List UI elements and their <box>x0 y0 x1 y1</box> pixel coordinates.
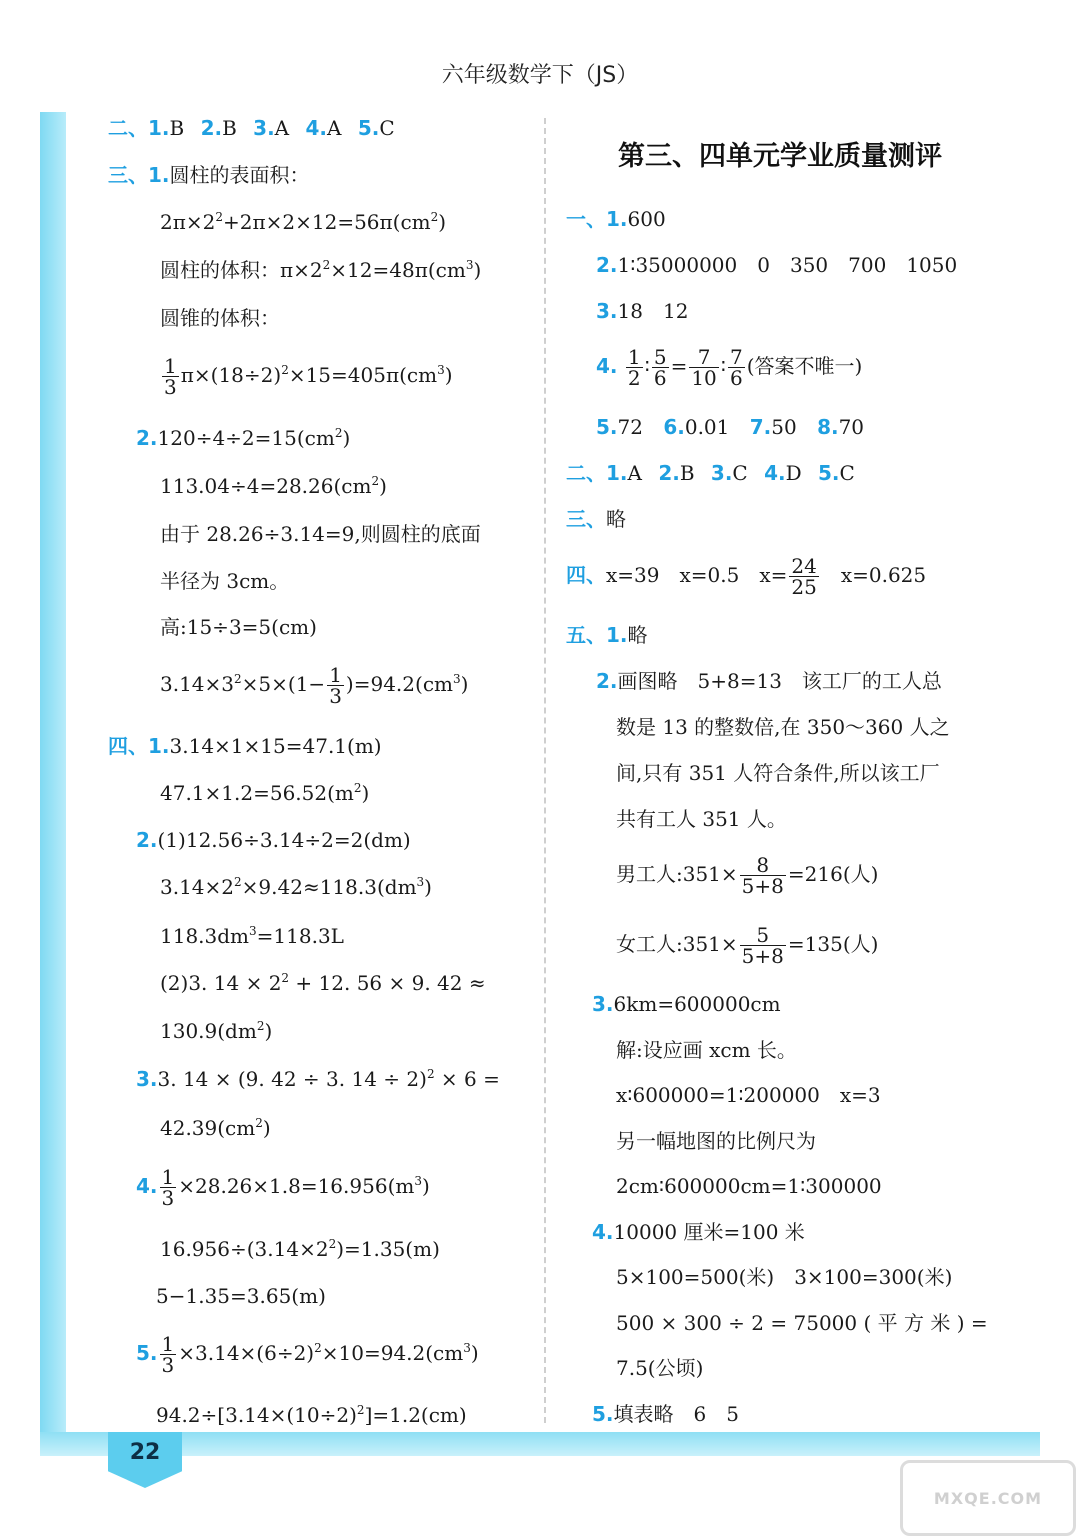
section-title: 第三、四单元学业质量测评 <box>618 141 942 172</box>
left-line-16: $3.14\times 2^2\times 9.42\approx 118.3(dm^3)$ <box>160 875 432 899</box>
left-line-23: $16.956\div(3.14\times 2^2)=1.35(m)$ <box>160 1237 440 1261</box>
bottom-decor-band <box>40 1432 1040 1456</box>
left-line-25: 5. $\frac{1}{3}$ $\times 3.14\times(6\div 2)^2\times 10=94.2(cm^3)$ <box>136 1332 479 1377</box>
column-divider <box>544 118 546 1423</box>
right-line-16: 3.6km=600000cm <box>592 992 781 1016</box>
watermark-logo <box>900 1460 1076 1536</box>
left-line-1: 二、1.B 2.B 3.A 4.A 5.C <box>108 116 395 140</box>
left-line-9: 由于 28.26÷3.14=9,则圆柱的底面 <box>160 522 481 546</box>
left-decor-band <box>40 112 66 1452</box>
right-line-1: 一、1.600 <box>566 207 666 231</box>
right-line-6: 二、1.A 2.B 3.C 4.D 5.C <box>566 461 855 485</box>
left-line-11: 高:15÷3=5(cm) <box>160 615 317 639</box>
right-line-12: 间,只有 351 人符合条件,所以该工厂 <box>616 761 940 785</box>
left-line-21: $42.39(cm^2)$ <box>160 1116 271 1140</box>
right-line-24: 7.5(公顷) <box>616 1356 704 1380</box>
left-line-24: 5−1.35=3.65(m) <box>156 1284 326 1308</box>
left-line-18: (2)3. $14 \times 2^2 + 12$. 56 × 9. 42 ≈ <box>160 971 486 995</box>
left-line-13: 四、1.3.14×1×15=47.1(m) <box>108 734 382 758</box>
right-line-4: 4. $\frac{1}{2}$ ∶ $\frac{5}{6}$ = $\frac{7}{10}$ ∶ $\frac{7}{6}$ (答案不唯一) <box>596 345 863 390</box>
watermark-text: MXQE.COM <box>933 1488 1043 1508</box>
right-line-22: 5×100=500(米) 3×100=300(米) <box>616 1265 953 1289</box>
left-line-10: 半径为 3cm。 <box>160 569 290 593</box>
right-line-15: 女工人:351× $\frac{5}{5+8}$ =135(人) <box>616 923 879 968</box>
left-line-5: 圆锥的体积： <box>160 306 280 330</box>
right-line-20: 2cm∶600000cm=1∶300000 <box>616 1174 882 1198</box>
right-line-3: 3.18 12 <box>596 299 689 323</box>
left-line-26: $94.2\div[3.14\times(10\div 2)^2]=1.2(cm)$ <box>156 1403 467 1427</box>
right-line-18: x∶600000=1∶200000 x=3 <box>616 1083 881 1107</box>
left-line-20: 3.3. 14 × (9. 42 ÷ 3. 14 ÷ 2)$^2$ × 6 = <box>136 1067 500 1091</box>
running-header: 六年级数学下（JS） <box>441 63 639 88</box>
right-line-5: 5.72 6.0.01 7.50 8.70 <box>596 415 865 439</box>
right-line-17: 解:设应画 xcm 长。 <box>616 1038 797 1062</box>
right-line-2: 2.1∶35000000 0 350 700 1050 <box>596 253 958 277</box>
left-line-19: $130.9(dm^2)$ <box>160 1019 273 1043</box>
fraction-one-third: $\frac{1}{3}$ <box>161 1165 175 1210</box>
left-line-7: $2.120\div 4\div 2=15(cm^2)$ <box>136 426 351 450</box>
right-line-23: 500 × 300 ÷ 2 = 75000 ( 平 方 米 ) = <box>616 1311 988 1335</box>
right-line-13: 共有工人 351 人。 <box>616 807 787 831</box>
left-line-12: $3.14\times 3^2\times 5\times(1-$ $\frac{1}{3}$ )$=94.2(cm^3)$ <box>160 663 469 708</box>
fraction-one-third: $\frac{1}{3}$ <box>329 663 342 708</box>
left-line-14: $47.1\times 1.2=56.52(m^2)$ <box>160 781 370 805</box>
fraction-one-third: $\frac{1}{3}$ <box>164 354 177 399</box>
page-number: 22 <box>129 1440 161 1465</box>
right-line-25: 5.填表略 6 5 <box>592 1402 739 1426</box>
left-line-3: $2\pi\times 2^2+2\pi\times 2\times 12=56\pi(cm^2)$ <box>160 210 447 234</box>
right-line-8: 四、x=39 x=0.5 x= $\frac{24}{25}$ x=0.625 <box>566 554 927 599</box>
left-line-4: 圆柱的体积：$\pi\times 2^2\times 12=48\pi(cm^3)$ <box>160 258 482 282</box>
left-line-2: 三、1.圆柱的表面积： <box>108 163 310 187</box>
right-line-14: 男工人:351× $\frac{8}{5+8}$ =216(人) <box>616 853 879 898</box>
right-line-9: 五、1.略 <box>566 623 648 647</box>
fraction-one-third: $\frac{1}{3}$ <box>161 1332 175 1377</box>
left-line-17: $118.3dm^3=118.3L$ <box>160 924 344 948</box>
right-line-19: 另一幅地图的比例尺为 <box>616 1129 816 1153</box>
right-line-10: 2.画图略 5+8=13 该工厂的工人总 <box>596 669 942 693</box>
left-line-15: 2.(1)12.56÷3.14÷2=2(dm) <box>136 828 411 852</box>
right-line-21: 4.10000 厘米=100 米 <box>592 1220 805 1244</box>
right-line-7: 三、略 <box>566 507 626 531</box>
left-line-22: 4. $\frac{1}{3}$ $\times 28.26\times 1.8=16.956(m^3)$ <box>136 1165 430 1210</box>
left-line-8: $113.04\div 4=28.26(cm^2)$ <box>160 474 387 498</box>
left-line-6: $\frac{1}{3}$ $\pi\times(18\div 2)^2\times 15=405\pi(cm^3)$ <box>164 354 453 399</box>
right-line-11: 数是 13 的整数倍,在 350～360 人之 <box>616 715 950 739</box>
